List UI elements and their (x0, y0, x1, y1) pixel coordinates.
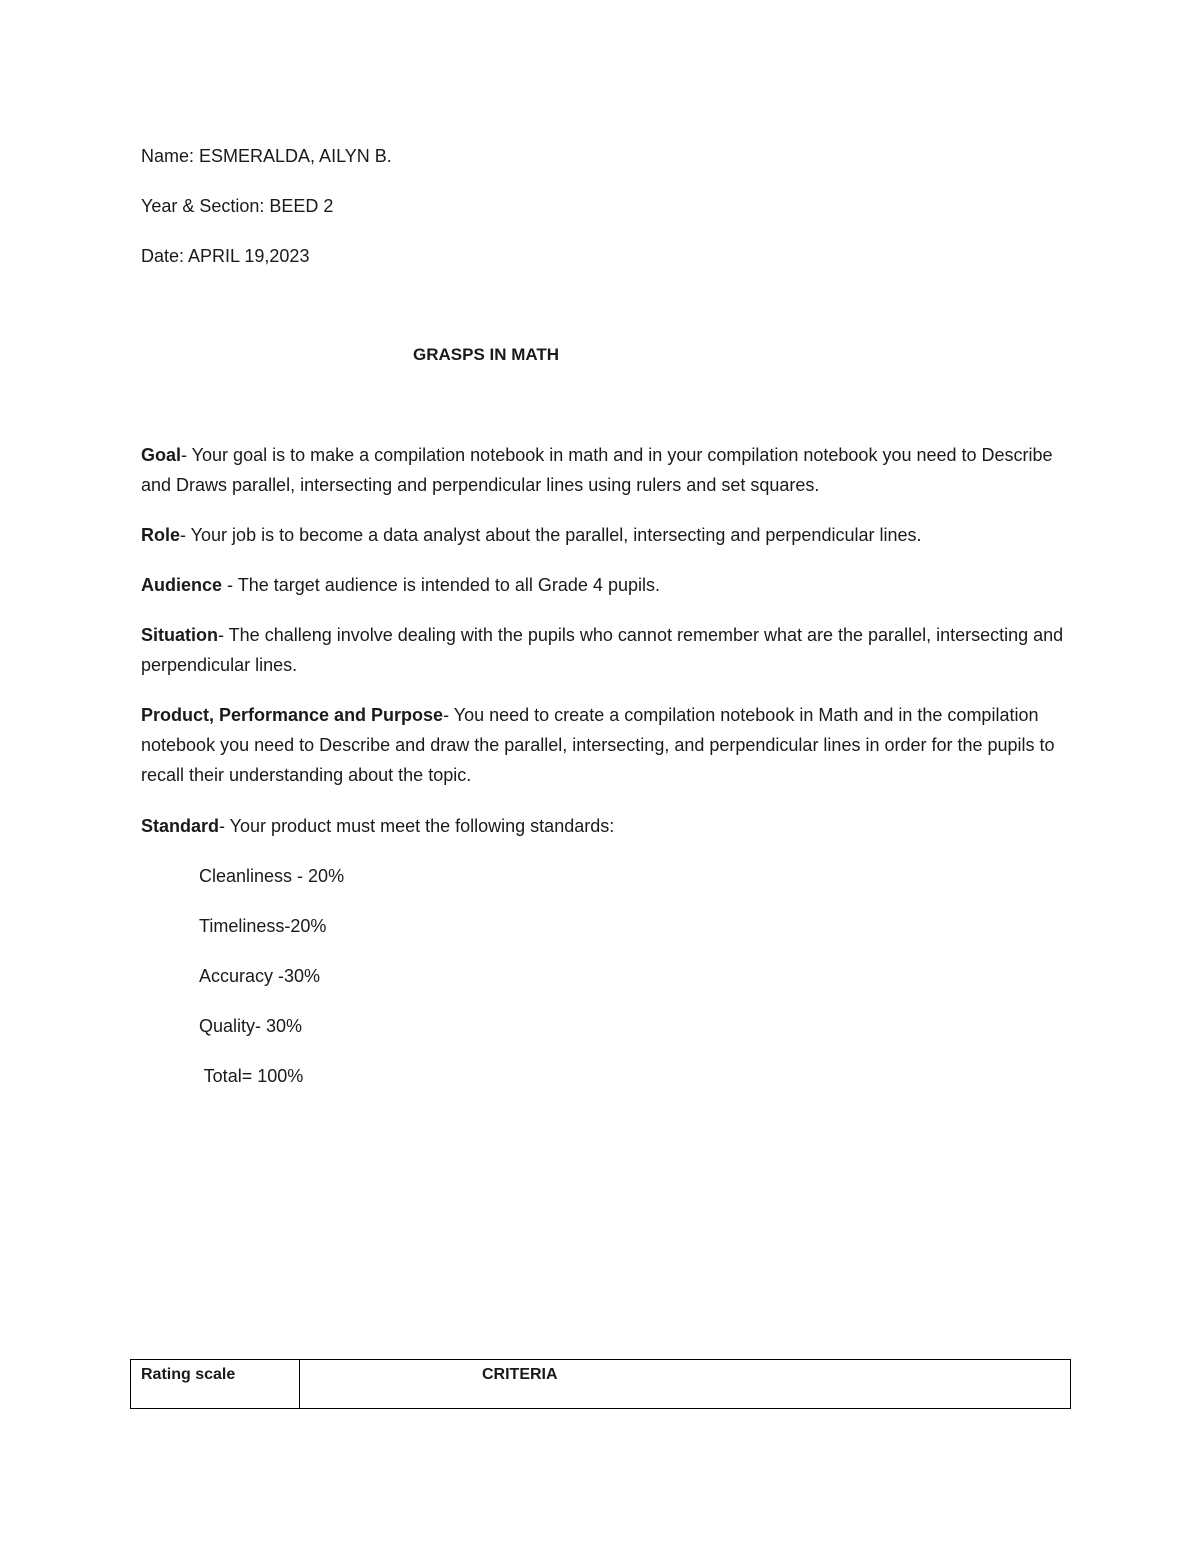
standard-text: - Your product must meet the following standards: (219, 816, 615, 836)
role-text: - Your job is to become a data analyst about the parallel, intersecting and perpendicular lines. (180, 525, 922, 545)
criteria-header-cell (300, 1360, 1071, 1409)
rating-scale-header: Rating scale (131, 1360, 300, 1409)
audience-paragraph (141, 570, 1071, 600)
standard-total: Total= 100% (199, 1066, 304, 1086)
situation-paragraph (141, 620, 1071, 680)
date: Date: APRIL 19,2023 (141, 246, 310, 266)
product-paragraph (141, 700, 1071, 790)
criteria-header: CRITERIA (482, 1366, 558, 1383)
standard-paragraph (141, 811, 1071, 841)
goal-paragraph (141, 440, 1071, 500)
standard-item: Cleanliness - 20% (199, 866, 345, 886)
goal-label: Goal (141, 445, 182, 465)
role-label: Role (141, 525, 181, 545)
audience-label: Audience (141, 575, 223, 595)
page-title: GRASPS IN MATH (413, 345, 560, 364)
product-text: - You need to create a compilation notebook in Math and in the compilation notebook you need to Describe and draw the parallel, intersecting, and perpendicular lines in order for the pupils to recall their understanding about the topic. (141, 705, 1055, 785)
audience-text: - The target audience is intended to all Grade 4 pupils. (222, 575, 660, 595)
situation-label: Situation (141, 625, 218, 645)
standard-item: Quality- 30% (199, 1016, 303, 1036)
rating-table (130, 1359, 1071, 1409)
student-name: Name: ESMERALDA, AILYN B. (141, 146, 392, 166)
standard-label: Standard (141, 816, 220, 836)
goal-text: - Your goal is to make a compilation notebook in math and in your compilation notebook you need to Describe and Draws parallel, intersecting and perpendicular lines using rulers and set squares. (141, 445, 1053, 495)
product-label: Product, Performance and Purpose (141, 705, 444, 725)
standard-item: Timeliness-20% (199, 916, 327, 936)
standard-item: Accuracy -30% (199, 966, 321, 986)
year-section: Year & Section: BEED 2 (141, 196, 334, 216)
table-header-row (131, 1360, 1071, 1409)
role-paragraph (141, 520, 1071, 550)
situation-text: - The challeng involve dealing with the pupils who cannot remember what are the parallel, intersecting and perpendicular lines. (141, 625, 1064, 675)
